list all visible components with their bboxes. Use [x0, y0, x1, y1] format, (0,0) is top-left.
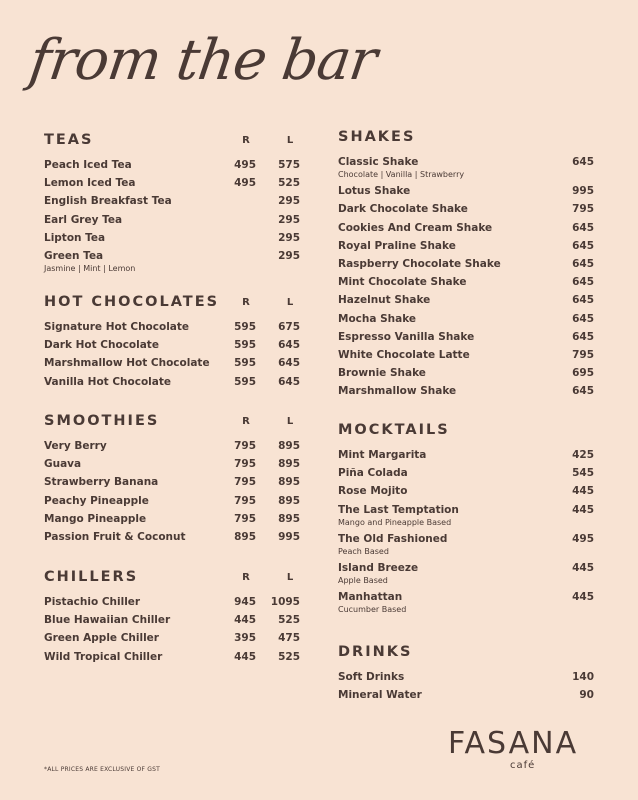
- menu-item: [44, 356, 304, 370]
- item-price: 795: [572, 348, 594, 361]
- item-name: Mocha Shake: [338, 312, 417, 325]
- item-name: Classic Shake: [338, 156, 419, 168]
- menu-item: [338, 503, 594, 528]
- menu-item: [338, 239, 594, 253]
- section-mocktails: [338, 420, 594, 619]
- menu-item: [338, 561, 594, 586]
- item-name: Mineral Water: [338, 689, 422, 702]
- large-price: 895: [278, 494, 300, 507]
- menu-item-list: [338, 155, 594, 398]
- large-price: 295: [278, 231, 300, 244]
- menu-item: [44, 475, 304, 489]
- item-price: 695: [572, 367, 594, 380]
- item-name: Piña Colada: [338, 467, 408, 480]
- item-name: Guava: [44, 458, 82, 471]
- section-header: [338, 127, 594, 147]
- regular-price: 595: [234, 357, 256, 370]
- regular-price: 795: [234, 476, 256, 489]
- large-size-header: L: [286, 415, 294, 427]
- item-description: Apple Based: [338, 575, 388, 585]
- large-price: 645: [278, 339, 300, 352]
- item-name: Rose Mojito: [338, 485, 408, 498]
- regular-size-header: R: [242, 415, 250, 427]
- gst-footnote: *ALL PRICES ARE EXCLUSIVE OF GST: [44, 766, 160, 773]
- item-name: Green Tea: [44, 249, 104, 262]
- menu-item: [338, 221, 594, 235]
- section-title: TEAS: [44, 132, 94, 148]
- large-price: 295: [278, 213, 300, 226]
- menu-item: [44, 249, 304, 274]
- large-size-header: L: [286, 571, 294, 583]
- large-price: 475: [278, 632, 300, 645]
- large-price: 525: [278, 614, 300, 627]
- large-price: 645: [278, 357, 300, 370]
- menu-item: [44, 439, 304, 453]
- menu-item: [44, 338, 304, 352]
- item-name: English Breakfast Tea: [44, 195, 172, 208]
- menu-item: [44, 595, 304, 609]
- menu-item: [44, 158, 304, 172]
- menu-item: [44, 176, 304, 190]
- item-name: Dark Chocolate Shake: [338, 203, 468, 216]
- large-price: 525: [278, 650, 300, 663]
- large-price: 575: [278, 159, 300, 171]
- section-title: DRINKS: [338, 644, 413, 660]
- item-name: Cookies And Cream Shake: [338, 221, 493, 234]
- menu-item-list: [44, 439, 304, 544]
- regular-price: 795: [234, 494, 256, 507]
- section-title: HOT CHOCOLATES: [44, 294, 220, 310]
- item-name: Signature Hot Chocolate: [44, 321, 190, 333]
- item-name: Green Apple Chiller: [44, 632, 159, 645]
- section-hot-chocolates: [44, 292, 304, 393]
- section-title: SMOOTHIES: [44, 413, 160, 429]
- item-price: 645: [572, 276, 594, 289]
- item-name: Blue Hawaiian Chiller: [44, 614, 171, 627]
- section-teas: [44, 130, 304, 278]
- logo-sub: café: [510, 760, 536, 771]
- regular-price: 495: [234, 159, 256, 171]
- regular-size-header: R: [242, 134, 250, 146]
- section-smoothies: [44, 411, 304, 548]
- menu-item: [338, 312, 594, 326]
- menu-item: [338, 532, 594, 557]
- item-price: 645: [572, 221, 594, 234]
- item-name: Marshmallow Shake: [338, 385, 457, 398]
- item-name: Espresso Vanilla Shake: [338, 330, 475, 343]
- item-name: Lipton Tea: [44, 231, 106, 244]
- item-name: Island Breeze: [338, 561, 419, 574]
- regular-size-header: R: [242, 296, 250, 308]
- item-name: Manhattan: [338, 591, 403, 604]
- large-price: 1095: [270, 596, 300, 608]
- menu-item: [338, 257, 594, 271]
- item-name: Hazelnut Shake: [338, 294, 431, 307]
- item-price: 445: [572, 485, 594, 498]
- menu-item-list: [338, 448, 594, 615]
- item-description: Cucumber Based: [338, 605, 407, 615]
- large-price: 895: [278, 458, 300, 471]
- menu-item-list: [44, 595, 304, 664]
- menu-item: [338, 590, 594, 615]
- item-name: The Old Fashioned: [338, 532, 448, 545]
- item-name: Earl Grey Tea: [44, 213, 123, 226]
- regular-price: 595: [234, 339, 256, 352]
- item-name: Vanilla Hot Chocolate: [44, 375, 171, 388]
- menu-item: [338, 670, 594, 684]
- menu-item: [338, 484, 594, 498]
- item-price: 645: [572, 330, 594, 343]
- menu-item: [44, 650, 304, 664]
- menu-item: [44, 194, 304, 208]
- regular-price: 945: [234, 596, 256, 608]
- page-title: from the bar: [25, 28, 381, 93]
- item-name: White Chocolate Latte: [338, 348, 470, 361]
- item-price: 795: [572, 203, 594, 216]
- section-shakes: [338, 127, 594, 402]
- item-description: Jasmine | Mint | Lemon: [44, 263, 136, 273]
- item-name: Soft Drinks: [338, 671, 405, 683]
- menu-item: [338, 184, 594, 198]
- item-name: Raspberry Chocolate Shake: [338, 257, 501, 270]
- item-price: 445: [572, 561, 594, 574]
- section-header: [44, 411, 304, 431]
- item-name: Dark Hot Chocolate: [44, 339, 159, 352]
- menu-item: [44, 613, 304, 627]
- item-name: Mint Margarita: [338, 449, 427, 461]
- regular-price: 795: [234, 458, 256, 471]
- regular-price: 795: [234, 440, 256, 452]
- menu-item: [44, 320, 304, 334]
- regular-price: 495: [234, 177, 256, 190]
- regular-price: 595: [234, 321, 256, 333]
- regular-price: 795: [234, 512, 256, 525]
- item-description: Peach Based: [338, 546, 389, 556]
- large-size-header: L: [286, 134, 294, 146]
- item-price: 495: [572, 532, 594, 545]
- item-price: 645: [572, 257, 594, 270]
- large-price: 295: [278, 195, 300, 208]
- item-description: Chocolate | Vanilla | Strawberry: [338, 170, 465, 179]
- item-price: 645: [572, 156, 594, 168]
- item-name: Marshmallow Hot Chocolate: [44, 357, 210, 370]
- menu-item: [44, 494, 304, 508]
- section-title: MOCKTAILS: [338, 422, 450, 438]
- section-header: [338, 642, 594, 662]
- menu-item: [44, 213, 304, 227]
- item-price: 425: [572, 449, 594, 461]
- item-price: 445: [572, 591, 594, 604]
- item-name: Passion Fruit & Coconut: [44, 530, 186, 543]
- large-price: 995: [278, 530, 300, 543]
- menu-item: [338, 348, 594, 362]
- item-name: Lotus Shake: [338, 185, 411, 198]
- section-header: [44, 567, 304, 587]
- menu-item: [338, 330, 594, 344]
- large-price: 895: [278, 476, 300, 489]
- item-price: 645: [572, 239, 594, 252]
- item-description: Mango and Pineapple Based: [338, 517, 452, 527]
- menu-item: [44, 631, 304, 645]
- item-name: Mint Chocolate Shake: [338, 276, 467, 289]
- regular-price: 445: [234, 650, 256, 663]
- menu-item: [338, 384, 594, 398]
- item-name: Brownie Shake: [338, 367, 426, 380]
- item-name: Wild Tropical Chiller: [44, 650, 163, 663]
- menu-item-list: [44, 158, 304, 274]
- section-title: CHILLERS: [44, 569, 139, 585]
- item-price: 90: [579, 689, 594, 702]
- item-price: 645: [572, 312, 594, 325]
- menu-item: [44, 231, 304, 245]
- section-drinks: [338, 642, 594, 706]
- menu-item: [338, 202, 594, 216]
- menu-item: [338, 293, 594, 307]
- section-header: [44, 130, 304, 150]
- large-price: 895: [278, 440, 300, 452]
- regular-size-header: R: [242, 571, 250, 583]
- menu-item: [44, 375, 304, 389]
- menu-item: [338, 466, 594, 480]
- item-price: 995: [572, 185, 594, 198]
- section-header: [338, 420, 594, 440]
- item-price: 445: [572, 503, 594, 516]
- item-name: Lemon Iced Tea: [44, 177, 136, 190]
- section-chillers: [44, 567, 304, 668]
- regular-price: 895: [234, 530, 256, 543]
- item-price: 545: [572, 467, 594, 480]
- cafe-logo: [448, 724, 594, 780]
- large-price: 295: [278, 249, 300, 262]
- menu-item: [338, 448, 594, 462]
- menu-item: [338, 688, 594, 702]
- menu-item: [44, 512, 304, 526]
- logo-name: FASANA: [448, 726, 579, 761]
- regular-price: 445: [234, 614, 256, 627]
- item-name: Mango Pineapple: [44, 512, 147, 525]
- menu-item: [44, 530, 304, 544]
- item-price: 645: [572, 385, 594, 398]
- item-name: Strawberry Banana: [44, 476, 159, 489]
- section-header: [44, 292, 304, 312]
- regular-price: 395: [234, 632, 256, 645]
- menu-item-list: [44, 320, 304, 389]
- menu-item-list: [338, 670, 594, 702]
- item-name: Peach Iced Tea: [44, 159, 132, 171]
- menu-item: [44, 457, 304, 471]
- large-size-header: L: [286, 296, 294, 308]
- item-name: Pistachio Chiller: [44, 596, 141, 608]
- large-price: 675: [278, 321, 300, 333]
- item-price: 140: [572, 671, 594, 683]
- large-price: 645: [278, 375, 300, 388]
- item-name: Royal Praline Shake: [338, 239, 456, 252]
- large-price: 895: [278, 512, 300, 525]
- regular-price: 595: [234, 375, 256, 388]
- menu-item: [338, 155, 594, 180]
- section-title: SHAKES: [338, 129, 416, 145]
- menu-item: [338, 275, 594, 289]
- item-price: 645: [572, 294, 594, 307]
- item-name: The Last Temptation: [338, 503, 459, 516]
- large-price: 525: [278, 177, 300, 190]
- menu-item: [338, 366, 594, 380]
- item-name: Peachy Pineapple: [44, 494, 149, 507]
- item-name: Very Berry: [44, 440, 107, 452]
